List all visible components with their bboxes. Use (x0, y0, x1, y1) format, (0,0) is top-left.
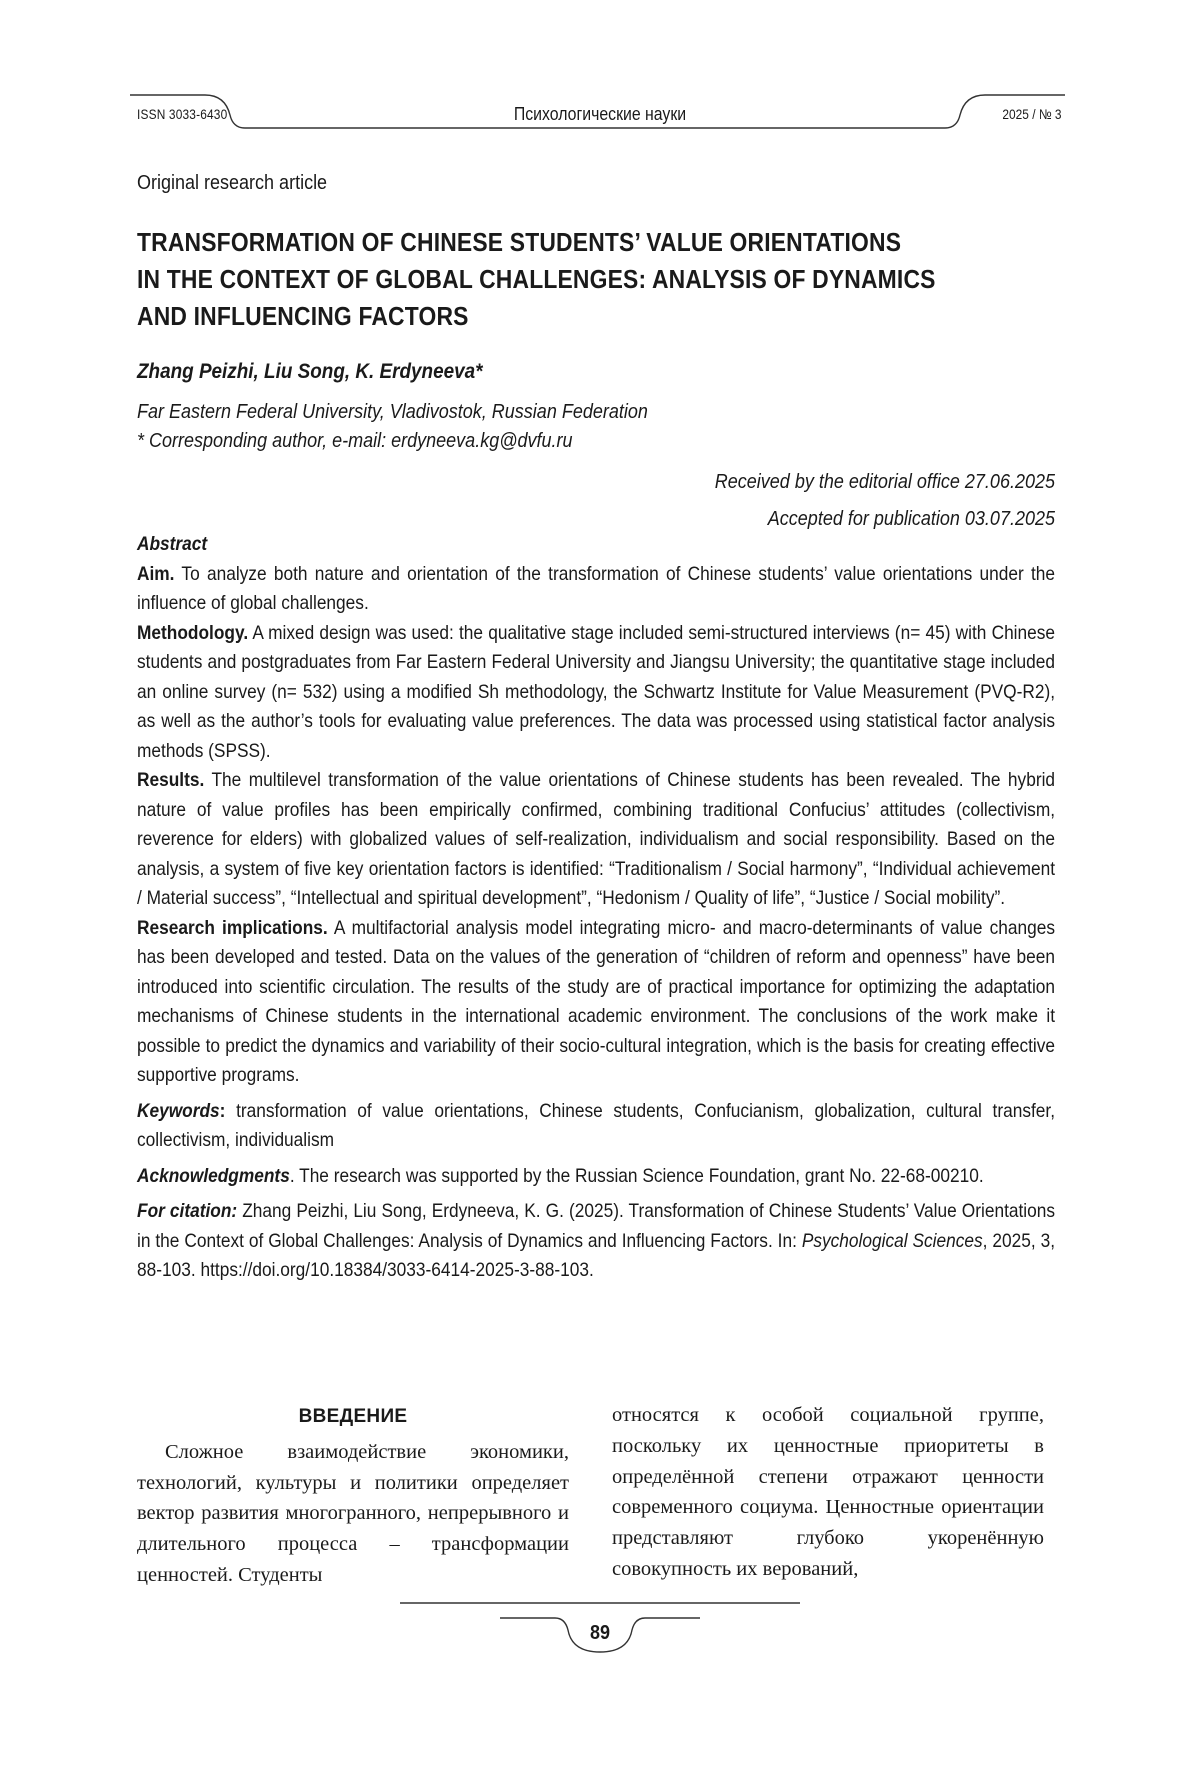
abstract-implications (137, 914, 1055, 1091)
body-column-left (137, 1402, 569, 1591)
abstract-results (137, 766, 1055, 914)
citation-text-after: , 2025, 3, 88-103. https://doi.org/10.18384/3033-6414-2025-3-88-103. (137, 1230, 1055, 1282)
accepted-date: Accepted for publication 03.07.2025 (229, 501, 1055, 538)
keywords-colon: : (220, 1100, 226, 1122)
implications-label: Research implications. (137, 917, 328, 939)
abstract-methodology (137, 619, 1055, 767)
results-text: The multilevel transformation of the value orientations of Chinese students has been revealed. The hybrid nature of value profiles has been empirically confirmed, combining traditional Confucius’ attitudes (collectivism, reverence for elders) with globalized values of self-realization, individualism and social responsibility. Based on the analysis, a system of five key orientation factors is identified: “Traditionalism / Social harmony”, “Individual achievement / Material success”, “Intellectual and spiritual development”, “Hedonism / Quality of life”, “Justice / Social mobility”. (137, 769, 1055, 909)
aim-text: To analyze both nature and orientation of the transformation of Chinese students’ value orientations under the influence of global challenges. (137, 563, 1055, 615)
title-line-3: AND INFLUENCING FACTORS (137, 301, 469, 331)
article-dates (229, 464, 1055, 538)
introduction-heading: ВВЕДЕНИЕ (137, 1402, 569, 1433)
affiliation: Far Eastern Federal University, Vladivostok, Russian Federation (137, 398, 1037, 427)
citation-journal: Psychological Sciences (802, 1230, 983, 1252)
abstract-aim (137, 560, 1055, 619)
body-column-right (612, 1400, 1044, 1585)
page-number: 89 (564, 1622, 636, 1645)
header-journal-name: Психологические науки (288, 104, 913, 125)
journal-page (0, 0, 1200, 1783)
acknowledgments-label: Acknowledgments (137, 1165, 290, 1187)
introduction-paragraph-start: Сложное взаимодействие экономики, технологий, культуры и политики определяет вектор развития многогранного, непрерывного и длительного процесса – трансформации ценностей. Студенты (137, 1437, 569, 1591)
acknowledgments (137, 1162, 1055, 1192)
implications-text: A multifactorial analysis model integrating micro- and macro-determinants of value changes has been developed and tested. Data on the values of the generation of “children of reform and openness” have been introduced into scientific circulation. The results of the study are of practical importance for optimizing the adaptation mechanisms of Chinese students in the international academic environment. The conclusions of the work make it possible to predict the dynamics and variability of their socio-cultural integration, which is the basis for creating effective supportive programs. (137, 917, 1055, 1087)
citation-text-before: Zhang Peizhi, Liu Song, Erdyneeva, K. G. (2025). Transformation of Chinese Students’ Value Orientations in the Context of Global Challenges: Analysis of Dynamics and Influencing Factors. In: (137, 1200, 1055, 1252)
keywords (137, 1097, 1055, 1156)
acknowledgments-text: . The research was supported by the Russian Science Foundation, grant No. 22-68-00210. (290, 1165, 984, 1187)
abstract-heading: Abstract (137, 530, 1055, 560)
article-title (137, 224, 1052, 335)
results-label: Results. (137, 769, 204, 791)
introduction-paragraph-continued: относятся к особой социальной группе, поскольку их ценностные приоритеты в определённой степени отражают ценности современного социума. Ценностные ориентации представляют глубоко укоренённую совокупность их верований, (612, 1400, 1044, 1585)
citation-label: For citation: (137, 1200, 237, 1222)
keywords-label: Keywords (137, 1100, 220, 1122)
affiliation-block (137, 398, 1037, 456)
article-type: Original research article (137, 172, 963, 195)
header-issn: ISSN 3033-6430 (137, 106, 227, 122)
title-line-1: TRANSFORMATION OF CHINESE STUDENTS’ VALUE ORIENTATIONS (137, 227, 901, 257)
methodology-text: A mixed design was used: the qualitative stage included semi-structured interviews (n= 45) with Chinese students and postgraduates from Far Eastern Federal University and Jiangsu University; the quantitative stage included an online survey (n= 532) using a modified Sh methodology, the Schwartz Institute for Value Measurement (PVQ-R2), as well as the author’s tools for evaluating value preferences. The data was processed using statistical factor analysis methods (SPSS). (137, 622, 1055, 762)
header-issue: 2025 / № 3 (1003, 106, 1062, 122)
title-line-2: IN THE CONTEXT OF GLOBAL CHALLENGES: ANALYSIS OF DYNAMICS (137, 264, 936, 294)
aim-label: Aim. (137, 563, 174, 585)
abstract-section (137, 530, 1055, 1286)
citation (137, 1197, 1055, 1286)
methodology-label: Methodology. (137, 622, 248, 644)
received-date: Received by the editorial office 27.06.2025 (229, 464, 1055, 501)
keywords-text: transformation of value orientations, Chinese students, Confucianism, globalization, cultural transfer, collectivism, individualism (137, 1100, 1055, 1152)
authors: Zhang Peizhi, Liu Song, K. Erdyneeva* (137, 360, 963, 384)
corresponding-author: * Corresponding author, e-mail: erdyneeva.kg@dvfu.ru (137, 427, 1037, 456)
